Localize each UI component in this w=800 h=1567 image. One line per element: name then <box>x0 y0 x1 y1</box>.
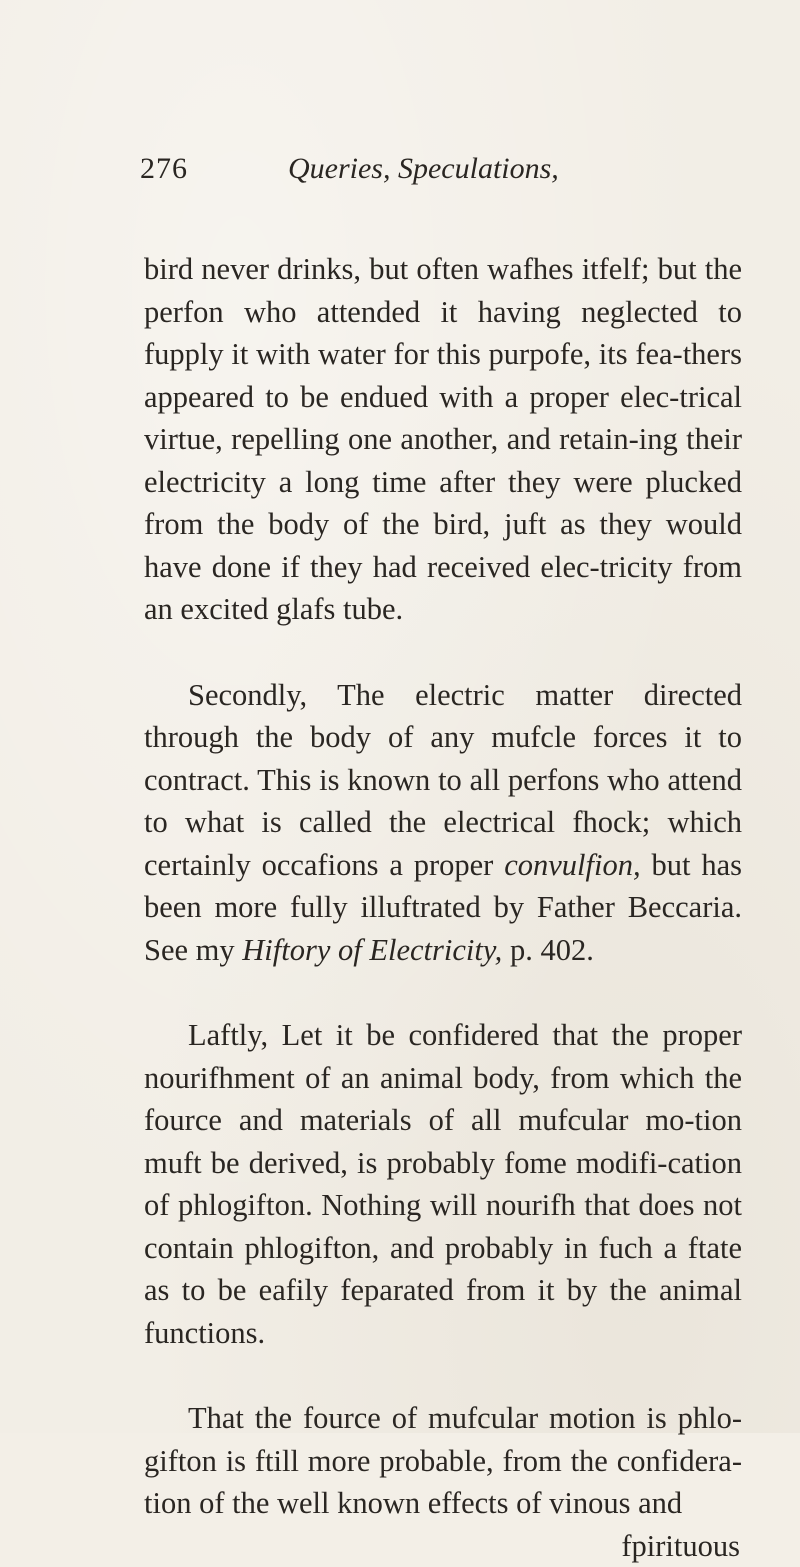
body-text <box>144 248 742 1567</box>
paragraph-secondly-text-a: Secondly, The electric matter directed through the body of any mufcle forces it to contract. This is known to all perfons who attend to what is called the electrical fhock; which certainly occafions a proper <box>144 678 742 882</box>
running-title: Queries, Speculations, <box>288 152 559 186</box>
paragraph-secondly <box>144 674 742 972</box>
running-head <box>140 152 740 196</box>
history-of-electricity-italic: Hiftory of Electricity, <box>242 933 502 967</box>
paragraph-bird-feathers: bird never drinks, but often wafhes itfelf; but the perfon who attended it having neglected to fupply it with water for this purpofe, its fea-thers appeared to be endued with a proper elec-trical virtue, repelling one another, and retain-ing their electricity a long time after they were plucked from the body of the bird, juft as they would have done if they had received elec-tricity from an excited glafs tube. <box>144 248 742 631</box>
paragraph-source-phlogiston: That the fource of mufcular motion is phlo-gifton is ftill more probable, from the confidera-tion of the well known effects of vinous and <box>144 1397 742 1525</box>
convulsion-italic: convulfion, <box>504 848 640 882</box>
paragraph-secondly-text-c: p. 402. <box>502 933 594 967</box>
paragraph-secondly-text-b: but has been more fully illuftrated by Father Beccaria. See my <box>144 848 742 967</box>
catchword: fpirituous <box>144 1525 742 1567</box>
paragraph-lastly: Laftly, Let it be confidered that the proper nourifhment of an animal body, from which the fource and materials of all mufcular mo-tion muft be derived, is probably fome modifi-cation of phlogifton. Nothing will nourifh that does not contain phlogifton, and probably in fuch a ftate as to be eafily feparated from it by the animal functions. <box>144 1014 742 1354</box>
page-number: 276 <box>140 152 188 186</box>
